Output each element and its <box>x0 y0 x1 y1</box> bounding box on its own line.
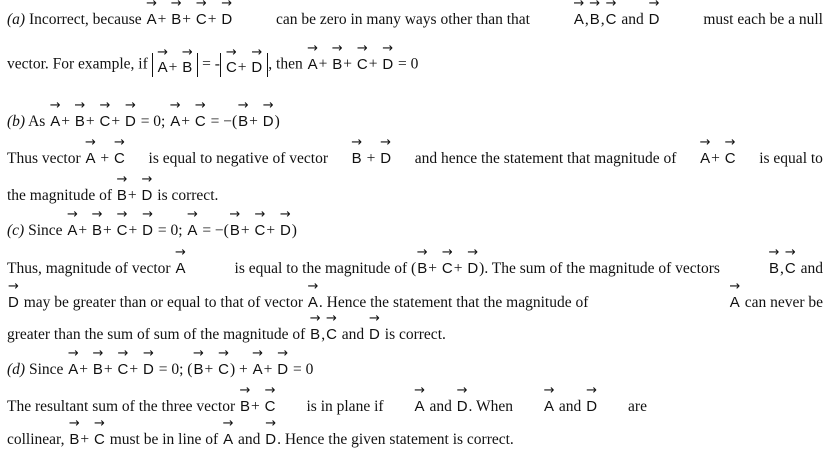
part-c-line-3: → D may be greater than or equal to that of vector → A. Hence the statement that the magnitude of → A can never be <box>7 293 823 313</box>
part-a-text: vector. For example, if <box>7 55 148 73</box>
vector-c: → C <box>218 360 229 380</box>
vector-b: → B <box>240 397 250 417</box>
part-d-line-3: collinear, → B+ → C must be in line of → A and → D. Hence the given statement is correct. <box>7 430 823 450</box>
part-a-label: (a) <box>7 11 26 28</box>
part-a-text: Incorrect, because <box>28 11 142 28</box>
vector-c: → C <box>357 55 368 75</box>
vector-a: → A <box>308 293 318 313</box>
vector-b: → B <box>352 149 362 169</box>
vector-a: → A <box>85 149 95 169</box>
part-c-line-4: greater than the sum of sum of the magnitude of → B,→ C and → D is correct. <box>7 325 823 345</box>
vector-a: → A <box>730 293 740 313</box>
vector-c: → C <box>606 10 617 30</box>
vector-c: → C <box>785 259 796 279</box>
vector-a: → A <box>158 59 168 77</box>
vector-c: → C <box>326 325 337 345</box>
vector-c: → C <box>195 112 206 132</box>
part-d-line-2: The resultant sum of the three vector → B+ → C is in plane if → A and → D. When → A and → D are <box>7 397 647 417</box>
vector-d: → D <box>8 293 19 313</box>
part-c-line-2: Thus, magnitude of vector → A is equal to the magnitude of (→ B+ → C+ → D). The sum of the magnitude of vectors → B,→ C and <box>7 259 823 279</box>
vector-b: → B <box>92 221 102 241</box>
vector-d: → D <box>467 259 478 279</box>
vector-a: → A <box>147 10 157 30</box>
vector-d: → D <box>586 397 597 417</box>
vector-b: → B <box>310 325 320 345</box>
part-a-text: must each be a null <box>703 11 823 28</box>
part-c-label: (c) <box>7 222 25 239</box>
vector-d: → D <box>265 430 276 450</box>
vector-b: → B <box>182 59 192 77</box>
vector-a: → A <box>67 221 77 241</box>
vector-b: → B <box>769 259 779 279</box>
vector-b: → B <box>117 186 127 206</box>
vector-a: → A <box>68 360 78 380</box>
vector-d: → D <box>382 55 393 75</box>
vector-a: → A <box>253 360 263 380</box>
vector-b: → B <box>332 55 342 75</box>
vector-c: → C <box>114 149 125 169</box>
magnitude-c-plus-d: → C+ → D <box>220 53 268 77</box>
vector-b: → B <box>171 10 181 30</box>
part-b-line-1: (b) As → A+ → B+ → C+ → D = 0; → A+ → C = −(→ B+ → D) <box>7 112 823 132</box>
vector-b: → B <box>69 430 79 450</box>
vector-b: → B <box>193 360 203 380</box>
part-d-line-1: (d) Since → A+ → B+ → C+ → D = 0; (→ B+ → C) + → A+ → D = 0 <box>7 360 823 380</box>
vector-d: → D <box>457 397 468 417</box>
vector-d: → D <box>142 186 153 206</box>
vector-b: → B <box>590 10 600 30</box>
vector-b: → B <box>238 112 248 132</box>
vector-d: → D <box>380 149 391 169</box>
vector-d: → D <box>649 10 660 30</box>
vector-d: → D <box>277 360 288 380</box>
vector-a: → A <box>223 430 233 450</box>
part-c-line-1: (c) Since → A+ → B+ → C+ → D = 0; → A = −(→ B+ → C+ → D) <box>7 221 823 241</box>
vector-c: → C <box>725 149 736 169</box>
vector-d: → D <box>221 10 232 30</box>
vector-b: → B <box>93 360 103 380</box>
vector-a: → A <box>415 397 425 417</box>
vector-a: → A <box>700 149 710 169</box>
vector-a: → A <box>544 397 554 417</box>
part-a-line-1: (a) Incorrect, because → A+ → B+ → C+ → D can be zero in many ways other than that → A,→ B,→ C and → D must each be a null <box>7 10 823 30</box>
vector-c: → C <box>442 259 453 279</box>
vector-a: → A <box>170 112 180 132</box>
vector-d: → D <box>369 325 380 345</box>
vector-d: → D <box>143 360 154 380</box>
vector-c: → C <box>94 430 105 450</box>
vector-b: → B <box>230 221 240 241</box>
vector-d: → D <box>251 59 262 77</box>
part-b-line-2: Thus vector → A + → C is equal to negative of vector → B + → D and hence the statement that magnitude of → A+ → C is equal to <box>7 149 823 169</box>
vector-d: → D <box>125 112 136 132</box>
part-d-label: (d) <box>7 361 26 378</box>
vector-d: → D <box>142 221 153 241</box>
vector-b: → B <box>75 112 85 132</box>
vector-d: → D <box>263 112 274 132</box>
vector-c: → C <box>100 112 111 132</box>
part-b-label: (b) <box>7 113 26 130</box>
vector-c: → C <box>226 59 237 77</box>
part-a-text: can be zero in many ways other than that <box>276 11 530 28</box>
vector-c: → C <box>117 221 128 241</box>
vector-a: → A <box>50 112 60 132</box>
vector-c: → C <box>118 360 129 380</box>
magnitude-a-plus-b: → A+ → B <box>152 53 199 77</box>
vector-a: → A <box>574 10 584 30</box>
part-b-line-3: the magnitude of → B+ → D is correct. <box>7 186 823 206</box>
vector-c: → C <box>254 221 265 241</box>
part-a-line-2: vector. For example, if → A+ → B = -→ C+ → D , then → A+ → B+ → C+ → D = 0 <box>7 53 823 77</box>
vector-c: → C <box>196 10 207 30</box>
vector-d: → D <box>280 221 291 241</box>
vector-a: → A <box>308 55 318 75</box>
vector-b: → B <box>417 259 427 279</box>
vector-c: → C <box>265 397 276 417</box>
vector-a: → A <box>175 259 185 279</box>
vector-a: → A <box>187 221 197 241</box>
